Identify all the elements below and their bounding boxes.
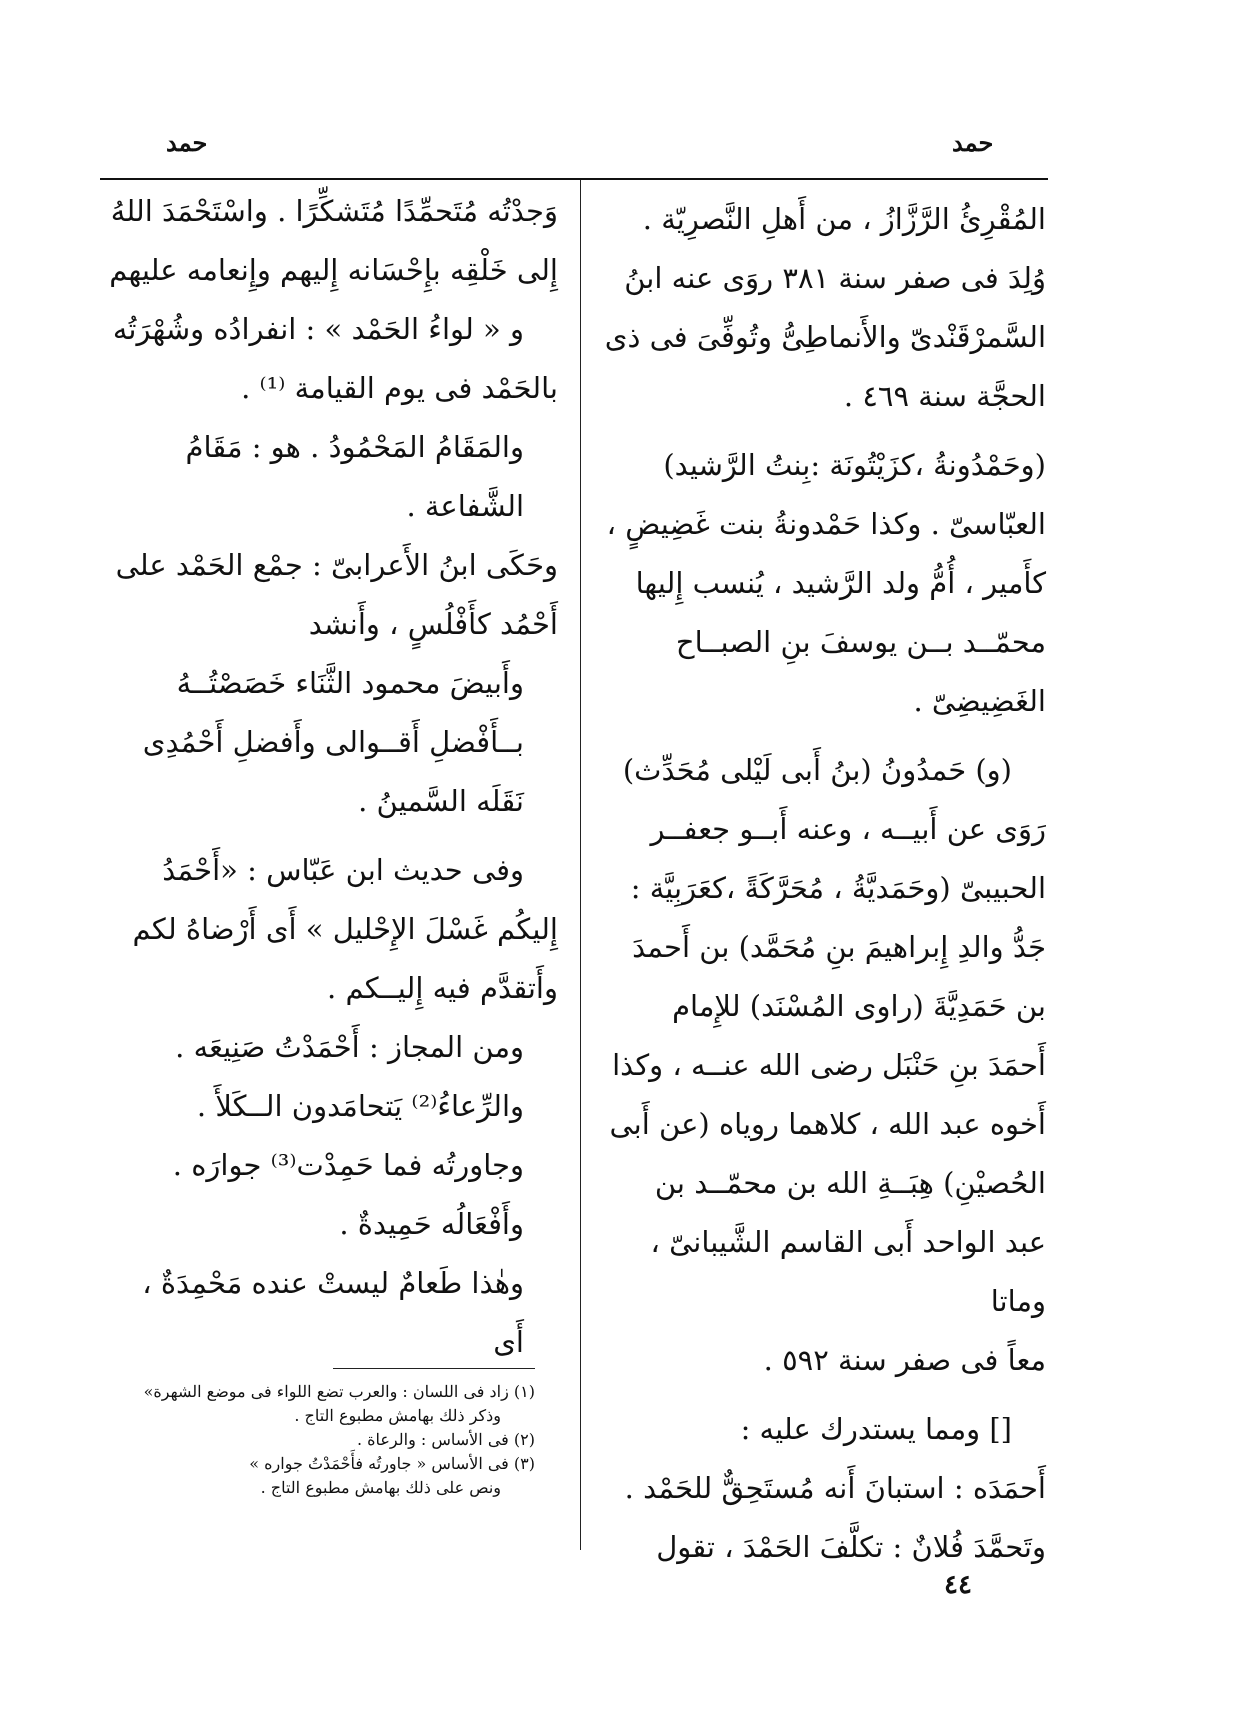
text-line: السَّمرْقَنْدىّ والأَنماطِىُّ وتُوفِّىَ فى ذى [604,320,1046,354]
text-line: [] ومما يستدرك عليه : [740,1412,1012,1446]
column-separator [580,180,581,1550]
text-line: وُلِدَ فى صفر سنة ٣٨١ روَى عنه ابنُ [624,261,1046,295]
text-line: وأَفْعَالُه حَمِيدةٌ . [339,1207,524,1241]
footnotes [140,1380,535,1500]
footnote-3: (٣) فى الأساس « جاورتُه فأَحْمَدْتُ جواره » [249,1454,535,1473]
text-line: ومن المجاز : أَحْمَدْتُ صَنِيعَه . [175,1030,524,1064]
text-line: معاً فى صفر سنة ٥٩٢ . [763,1343,1046,1377]
text-line: (وحَمْدُونةُ ،كزَيْتُونَة :بِنتُ الرَّشيد) [663,448,1046,482]
text-line: بالحَمْد فى يوم القيامة ⁽¹⁾ . [241,371,558,405]
footnote-1-continued: وذكر ذلك بهامش مطبوع التاج . [294,1406,501,1425]
footnote-1: (١) زاد فى اللسان : والعرب تضع اللواء فى موضع الشهرة» [143,1382,535,1401]
text-line: أَخوه عبد الله ، كلاهما روياه (عن أَبى [609,1107,1046,1141]
text-line: وأَتقدَّم فيه إِليــكم . [327,971,558,1005]
left-column [108,182,558,1372]
text-line: وفى حديث ابن عَبّاس : «أَحْمَدُ [162,853,524,887]
text-line: المُقْرِئُ الرَّزَّازُ ، من أَهلِ النَّصرِيّة . [642,202,1046,236]
text-line: والمَقَامُ المَحْمُودُ . هو : مَقَامُ الشَّفاعة . [185,430,524,523]
text-line: نَقَلَه السَّمينُ . [358,784,524,818]
text-line: والرِّعاءُ⁽²⁾ يَتحامَدون الــكَلأَ . [196,1089,524,1123]
text-line: وَجدْتُه مُتَحمِّدًا مُتَشكِّرًا . واسْتَحْمَدَ اللهُ [110,194,558,228]
text-line: العبّاسىّ . وكذا حَمْدونةُ بنت غَضِيضٍ ، [606,507,1046,541]
footnote-2: (٢) فى الأساس : والرعاة . [356,1430,535,1449]
text-line: الحجَّة سنة ٤٦٩ . [843,379,1046,413]
text-line: محمّــد بــن يوسفَ بنِ الصبــاح [675,625,1046,659]
right-column [598,190,1046,1577]
text-line: أَحمَدَه : استبانَ أَنه مُستَحِقٌّ للحَمْد . [624,1471,1046,1505]
text-line: إِلى خَلْقِه بإِحْسَانه إِليهم وإِنعامه عليهم [109,253,558,287]
header-rule [100,178,1048,180]
footnote-3-continued: ونص على ذلك بهامش مطبوع التاج . [260,1478,501,1497]
text-line: كأَمير ، أُمُّ ولد الرَّشيد ، يُنسب إِليها [635,566,1046,600]
text-line: (و) حَمدُونُ (بنُ أَبى لَيْلى مُحَدِّث) [622,753,1012,787]
verse-line: بــأَفْضلِ أَقــوالى وأَفضلِ أَحْمُدِى [142,725,524,759]
text-line: جَدُّ والدِ إِبراهيمَ بنِ مُحَمَّد) بن أَحمدَ [632,930,1046,964]
text-line: وتَحمَّدَ فُلانٌ : تكلَّفَ الحَمْدَ ، تقول [656,1530,1046,1564]
text-line: الحُصيْنِ) هِبَــةِ الله بن محمّــد بن [654,1166,1046,1200]
verse-line: وأَبيضَ محمود الثَّنَاء خَصَصْتُــهُ [176,666,524,700]
text-line: أَحمَدَ بنِ حَنْبَل رضى الله عنــه ، وكذا [612,1048,1046,1082]
running-header-right: حمد [952,128,994,157]
text-line: الحبيبىّ (وحَمَديَّةُ ، مُحَرَّكَةً ،كعَرَبِيَّة : [630,871,1046,905]
text-line: وجاورتُه فما حَمِدْت⁽³⁾ جوارَه . [172,1148,524,1182]
text-line: وهٰذا طَعامٌ ليستْ عنده مَحْمِدَةٌ ، أَى [142,1266,524,1359]
text-line: أَحْمُد كأَفْلُسٍ ، وأَنشد [308,607,558,641]
text-line: إِليكُم غَسْلَ الإِحْليل » أَى أَرْضاهُ لكم [132,912,558,946]
text-line: عبد الواحد أَبى القاسم الشَّيبانىّ ، وماتا [650,1225,1046,1318]
page-number: ٤٤ [944,1570,972,1600]
text-line: و « لواءُ الحَمْد » : انفرادُه وشُهْرَتُه [112,312,524,346]
text-line: وحَكَى ابنُ الأَعرابىّ : جمْع الحَمْد على [115,548,558,582]
text-line: الغَضِيضِىّ . [913,684,1046,718]
footnote-rule [333,1368,535,1369]
running-header-left: حمد [166,128,208,157]
text-line: رَوَى عن أَبيــه ، وعنه أَبــو جعفــر [650,812,1046,846]
text-line: بن حَمَدِيَّةَ (راوى المُسْنَد) للإِمام [672,989,1046,1023]
